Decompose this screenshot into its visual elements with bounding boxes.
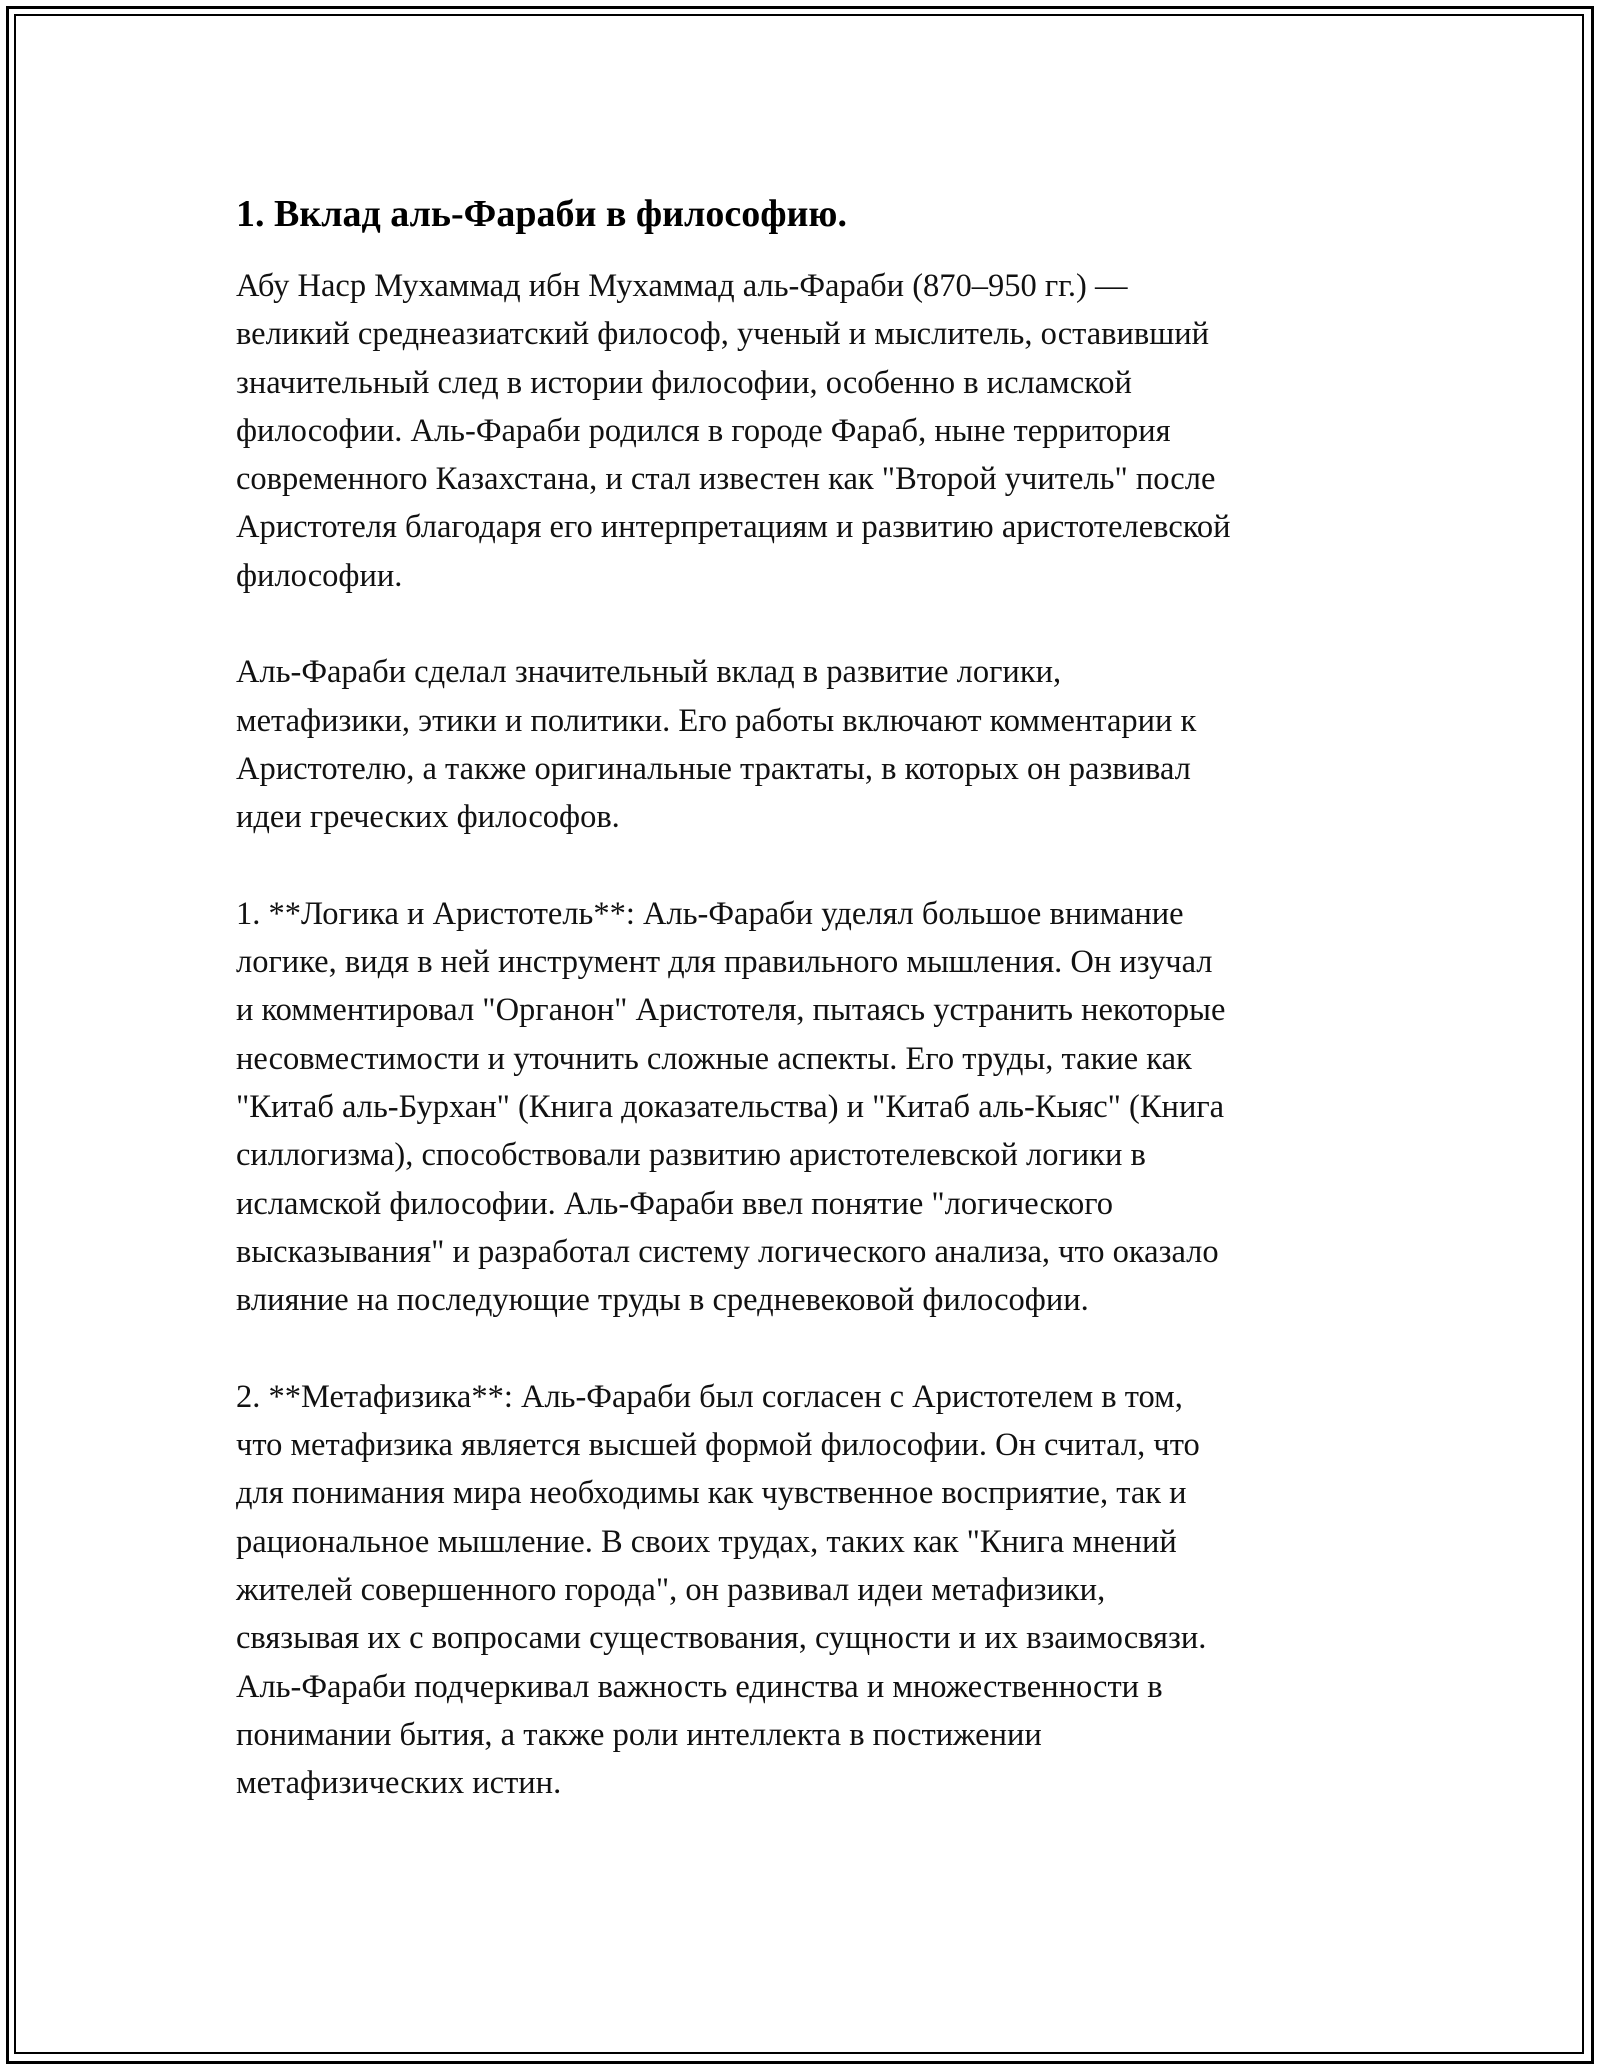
- section-heading: 1. Вклад аль-Фараби в философию.: [236, 193, 847, 235]
- paragraph-contributions: Аль-Фараби сделал значительный вклад в развитие логики, метафизики, этики и политики. Его работы включают комментарии к Аристотелю, а также оригинальные трактаты, в которых он развивал идеи греческих философов.: [236, 654, 1197, 836]
- paragraph-metaphysics: 2. **Метафизика**: Аль-Фараби был согласен с Аристотелем в том, что метафизика является высшей формой философии. Он считал, что для понимания мира необходимы как чувственное восприятие, так и рациональное мышление. В своих трудах, таких как "Книга мнений жителей совершенного города", он развивал идеи метафизики, связывая их с вопросами существования, сущности и их взаимосвязи. Аль-Фараби подчеркивал важность единства и множественности в понимании бытия, а также роли интеллекта в постижении метафизических истин.: [236, 1378, 1207, 1802]
- document-body: [236, 190, 1386, 1856]
- paragraph-logic: 1. **Логика и Аристотель**: Аль-Фараби уделял большое внимание логике, видя в ней инструмент для правильного мышления. Он изучал и комментировал "Органон" Аристотеля, пытаясь устранить некоторые несовместимости и уточнить сложные аспекты. Его труды, такие как "Китаб аль-Бурхан" (Книга доказательства) и "Китаб аль-Кыяс" (Книга силлогизма), способствовали развитию аристотелевской логики в исламской философии. Аль-Фараби ввел понятие "логического высказывания" и разработал систему логического анализа, что оказало влияние на последующие труды в средневековой философии.: [236, 895, 1226, 1319]
- paragraph-intro: Абу Наср Мухаммад ибн Мухаммад аль-Фараби (870–950 гг.) — великий среднеазиатский философ, ученый и мыслитель, оставивший значительный след в истории философии, особенно в исламской философии. Аль-Фараби родился в городе Фараб, ныне территория современного Казахстана, и стал известен как "Второй учитель" после Аристотеля благодаря его интерпретациям и развитию аристотелевской философии.: [236, 268, 1231, 594]
